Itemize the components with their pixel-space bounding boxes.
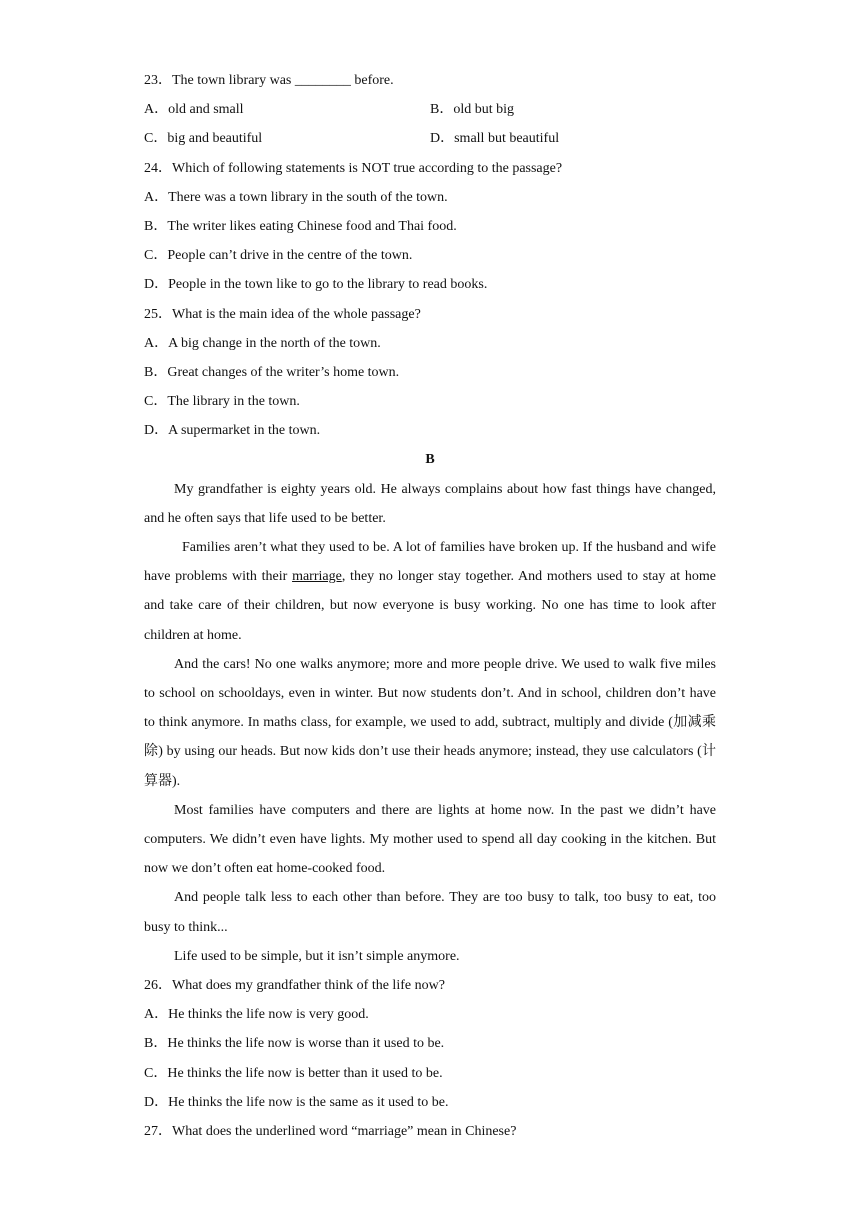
question-26-option-c: C．He thinks the life now is better than it used to be. xyxy=(144,1065,443,1081)
question-23-options-row-2 xyxy=(144,124,716,153)
paragraph-2-text-before: Families aren’t what they used to be. A lot of families have broken up. If the husband and wife have problems with their xyxy=(144,540,716,585)
question-23-option-c: C．big and beautiful xyxy=(144,131,263,147)
question-26-option-b: B．He thinks the life now is worse than it used to be. xyxy=(144,1036,445,1052)
passage-paragraph-4: Most families have computers and there are lights at home now. In the past we didn’t have computers. We didn’t even have lights. My mother used to spend all day cooking in the kitchen. But now we don’t often eat home-cooked food. xyxy=(144,802,716,877)
question-27-stem: 27．What does the underlined word “marriage” mean in Chinese? xyxy=(144,1124,517,1140)
question-23-options-row-1 xyxy=(144,95,716,124)
passage-paragraph-1: My grandfather is eighty years old. He always complains about how fast things have changed, and he often says that life used to be better. xyxy=(144,481,716,526)
question-25-option-c: C．The library in the town. xyxy=(144,394,300,410)
question-24-option-d: D．People in the town like to go to the library to read books. xyxy=(144,277,488,293)
question-23-option-a: A．old and small xyxy=(144,102,244,118)
question-24-option-b: B．The writer likes eating Chinese food and Thai food. xyxy=(144,218,457,234)
question-24-stem: 24．Which of following statements is NOT true according to the passage? xyxy=(144,160,563,176)
section-b-heading: B xyxy=(425,452,435,468)
question-25-option-b: B．Great changes of the writer’s home town. xyxy=(144,364,400,380)
underlined-word-marriage: marriage xyxy=(292,569,342,585)
question-24-option-a: A．There was a town library in the south of the town. xyxy=(144,189,448,205)
question-23-option-d: D．small but beautiful xyxy=(430,131,560,147)
question-24-option-c: C．People can’t drive in the centre of the town. xyxy=(144,248,413,264)
question-25-option-d: D．A supermarket in the town. xyxy=(144,423,321,439)
passage-paragraph-6: Life used to be simple, but it isn’t simple anymore. xyxy=(174,948,460,964)
question-25-stem: 25．What is the main idea of the whole passage? xyxy=(144,306,421,322)
passage-paragraph-5: And people talk less to each other than before. They are too busy to talk, too busy to eat, too busy to think... xyxy=(144,890,716,935)
question-26-option-a: A．He thinks the life now is very good. xyxy=(144,1007,369,1023)
question-23-stem: 23．The town library was ________ before. xyxy=(144,73,394,88)
page-content xyxy=(144,66,716,1146)
question-26-stem: 26．What does my grandfather think of the life now? xyxy=(144,978,445,994)
passage-paragraph-3: And the cars! No one walks anymore; more and more people drive. We used to walk five miles to school on schooldays, even in winter. But now students don’t. And in school, children don’t have to think anymore. In maths class, for example, we used to add, subtract, multiply and divide (加减乘除) by using our heads. But now kids don’t use their heads anymore; instead, they use calculators (计算器). xyxy=(144,656,716,789)
question-26-option-d: D．He thinks the life now is the same as it used to be. xyxy=(144,1094,449,1110)
passage-paragraph-2 xyxy=(144,533,716,650)
question-25-option-a: A．A big change in the north of the town. xyxy=(144,335,381,351)
paragraph-2-text-after: , they no longer stay together. And mothers used to stay at home and take care of their children, but now everyone is busy working. No one has time to look after children at home. xyxy=(144,569,716,643)
question-23-option-b: B．old but big xyxy=(430,102,515,118)
